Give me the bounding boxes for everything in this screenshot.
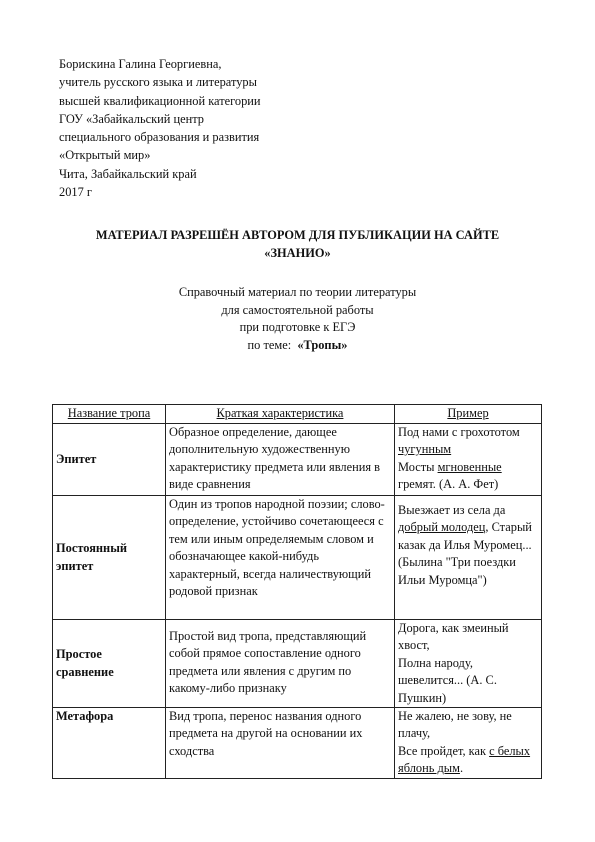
document-subtitle: [40, 284, 555, 354]
subtitle-line-4: [40, 337, 555, 355]
author-name: Борискина Галина Георгиевна,: [59, 57, 222, 71]
publication-notice: [40, 226, 555, 262]
author-org-line-1: ГОУ «Забайкальский центр: [59, 111, 204, 126]
subtitle-line-2: для самостоятельной работы: [221, 302, 374, 317]
trope-description: Простой вид тропа, представляющий собой прямое сопоставление одного предмета или явления с другим по какому-либо признаку: [166, 620, 395, 708]
table-row: [53, 620, 542, 708]
subtitle-line-3: при подготовке к ЕГЭ: [239, 320, 356, 335]
topic-prefix: по теме:: [247, 337, 298, 352]
trope-example: Не жалею, не зову, не плачу, Все пройдет, как с белых яблонь дым.: [395, 708, 542, 779]
author-year: 2017 г: [59, 185, 92, 200]
notice-line-1: МАТЕРИАЛ РАЗРЕШЁН АВТОРОМ ДЛЯ ПУБЛИКАЦИИ НА САЙТЕ: [95, 228, 500, 242]
tropes-table: [52, 404, 542, 779]
author-org-line-3: «Открытый мир»: [59, 148, 151, 163]
trope-example: Дорога, как змеиный хвост, Полна народу, шевелится... (А. С. Пушкин): [395, 620, 542, 708]
trope-name: Постоянный эпитет: [53, 496, 166, 620]
table-row: [53, 496, 542, 620]
author-location: Чита, Забайкальский край: [59, 166, 197, 181]
table-row: [53, 708, 542, 779]
trope-example: Под нами с грохототом чугунным Мосты мгновенные гремят. (А. А. Фет): [395, 424, 542, 496]
trope-name: Эпитет: [53, 424, 166, 496]
trope-description: Один из тропов народной поэзии; слово-определение, устойчиво сочетающееся с тем или иным определяемым словом и обозначающее какой-нибудь характерный, всегда наличествующий родовой признак: [166, 496, 395, 620]
notice-line-2: «ЗНАНИО»: [264, 246, 331, 260]
author-org-line-2: специального образования и развития: [59, 130, 260, 145]
author-category: высшей квалификационной категории: [59, 93, 261, 108]
trope-description: Образное определение, дающее дополнительную художественную характеристику предмета или явления в виде сравнения: [166, 424, 395, 496]
topic-title: «Тропы»: [297, 337, 348, 352]
header-trope-name: Название тропа: [53, 405, 166, 424]
header-description: Краткая характеристика: [166, 405, 395, 424]
table-row: [53, 424, 542, 496]
subtitle-line-1: Справочный материал по теории литературы: [178, 285, 417, 299]
author-block: [59, 55, 261, 201]
table-header-row: [53, 405, 542, 424]
trope-example: Выезжает из села да добрый молодец, Старый казак да Илья Муромец... (Былина "Три поездки Ильи Муромца"): [395, 496, 542, 620]
trope-name: Метафора: [53, 708, 166, 779]
trope-description: Вид тропа, перенос названия одного предмета на другой на основании их сходства: [166, 708, 395, 779]
header-example: Пример: [395, 405, 542, 424]
author-position: учитель русского языка и литературы: [59, 75, 257, 90]
trope-name: Простое сравнение: [53, 620, 166, 708]
